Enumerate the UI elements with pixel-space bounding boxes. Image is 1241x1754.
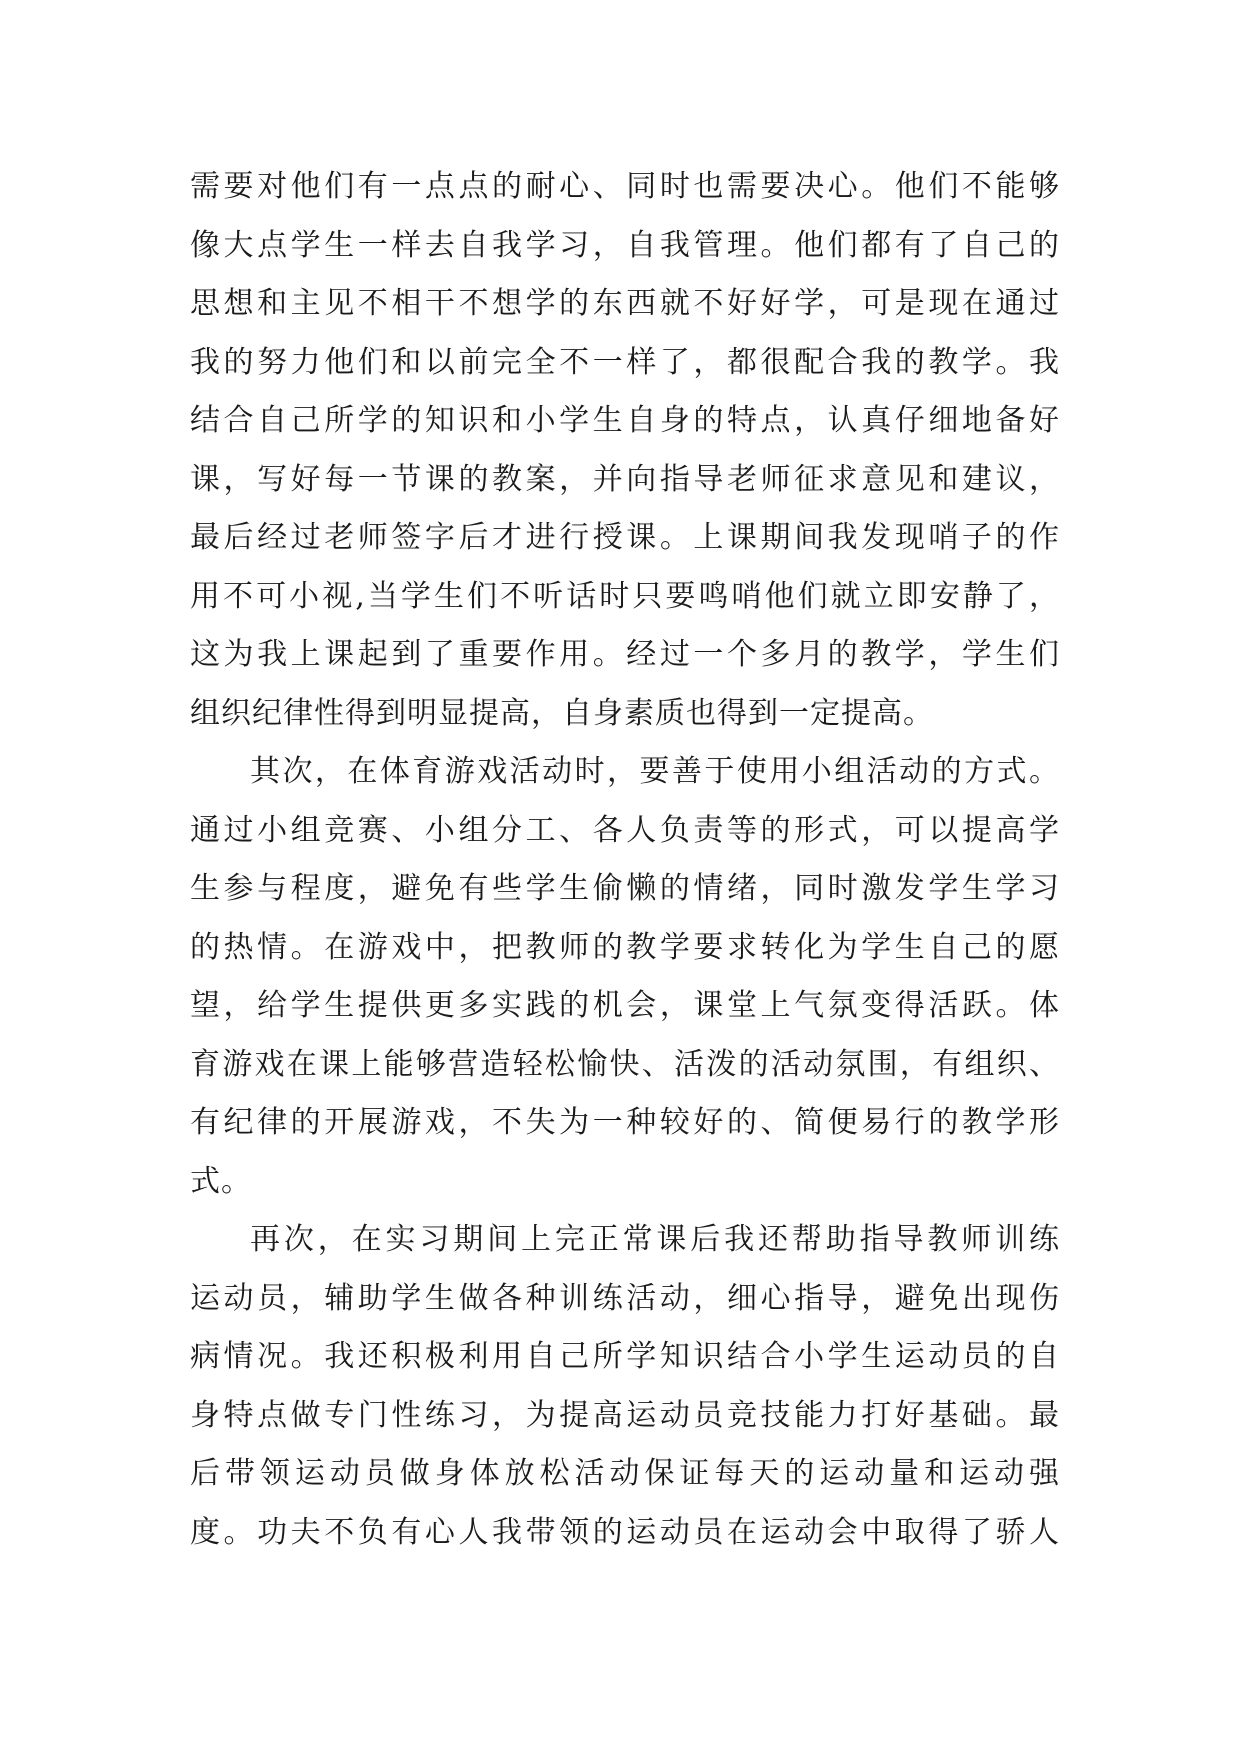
text-line: 通过小组竞赛、小组分工、各人负责等的形式，可以提高学 — [190, 812, 1060, 848]
text-line: 再次，在实习期间上完正常课后我还帮助指导教师训练 — [250, 1222, 1060, 1257]
text-line: 度。功夫不负有心人我带领的运动员在运动会中取得了骄人 — [190, 1514, 1060, 1550]
text-line: 病情况。我还积极利用自己所学知识结合小学生运动员的自 — [190, 1339, 1060, 1374]
text-line: 其次，在体育游戏活动时，要善于使用小组活动的方式。 — [250, 754, 1060, 789]
text-line: 的热情。在游戏中，把教师的教学要求转化为学生自己的愿 — [190, 929, 1060, 965]
text-line: 运动员，辅助学生做各种训练活动，细心指导，避免出现伤 — [190, 1280, 1060, 1316]
text-line: 有纪律的开展游戏，不失为一种较好的、简便易行的教学形 — [190, 1105, 1060, 1140]
text-line: 式。 — [190, 1163, 252, 1199]
body-text — [190, 158, 1060, 1562]
text-line: 课，写好每一节课的教案，并向指导老师征求意见和建议， — [190, 461, 1060, 497]
text-line: 思想和主见不相干不想学的东西就不好好学，可是现在通过 — [190, 286, 1060, 321]
text-line: 望，给学生提供更多实践的机会，课堂上气氛变得活跃。体 — [190, 988, 1060, 1023]
text-line: 需要对他们有一点点的耐心、同时也需要决心。他们不能够 — [190, 169, 1060, 204]
text-line: 我的努力他们和以前完全不一样了，都很配合我的教学。我 — [190, 344, 1060, 380]
text-line: 育游戏在课上能够营造轻松愉快、活泼的活动氛围，有组织、 — [190, 1046, 1060, 1082]
text-line: 身特点做专门性练习，为提高运动员竞技能力打好基础。最 — [190, 1397, 1060, 1433]
text-line: 结合自己所学的知识和小学生自身的特点，认真仔细地备好 — [190, 403, 1060, 438]
text-line: 后带领运动员做身体放松活动保证每天的运动量和运动强 — [190, 1456, 1060, 1491]
text-line: 生参与程度，避免有些学生偷懒的情绪，同时激发学生学习 — [190, 871, 1060, 906]
text-line: 这为我上课起到了重要作用。经过一个多月的教学，学生们 — [190, 637, 1060, 672]
text-line: 像大点学生一样去自我学习，自我管理。他们都有了自己的 — [190, 227, 1060, 263]
text-line: 组织纪律性得到明显提高，自身素质也得到一定提高。 — [190, 695, 934, 731]
text-line: 最后经过老师签字后才进行授课。上课期间我发现哨子的作 — [190, 520, 1060, 555]
text-line: 用不可小视,当学生们不听话时只要鸣哨他们就立即安静了， — [190, 578, 1060, 614]
